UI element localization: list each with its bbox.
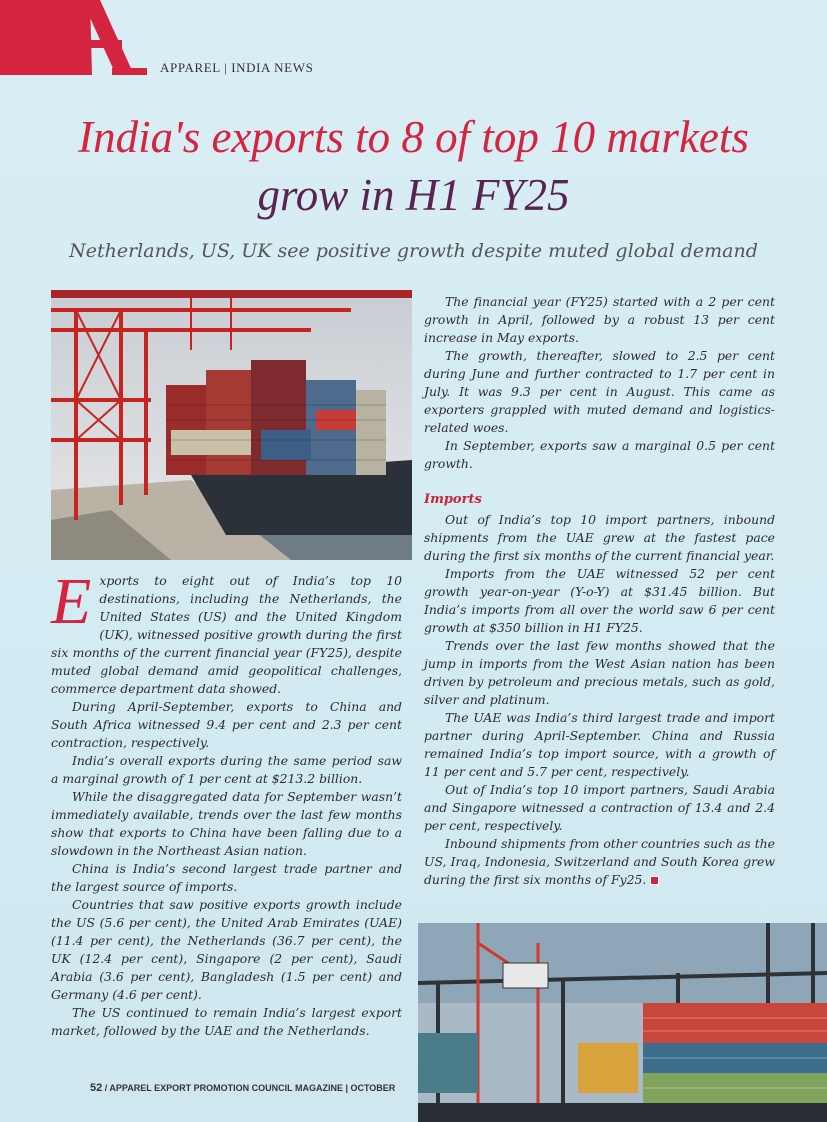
article-title <box>0 108 827 224</box>
paragraph-intro <box>51 565 402 698</box>
paragraph: The growth, thereafter, slowed to 2.5 per cent during June and further contracted to 1.7 per cent in July. It was 9.3 per cent in August. This came as exporters grappled with muted demand and logistics-related woes. <box>424 348 775 435</box>
paragraph: China is India’s second largest trade partner and the largest source of imports. <box>51 861 402 894</box>
paragraph-last <box>424 835 775 889</box>
intro-text: xports to eight out of India’s top 10 destinations, including the Netherlands, the United States (US) and the United Kingdom (UK), witnessed positive growth during the first six months of the current financial year (FY25), despite muted global demand amid geopolitical challenges, commerce department data showed. <box>51 573 402 696</box>
section-label: APPAREL | INDIA NEWS <box>160 60 314 75</box>
port-photo-top <box>51 290 412 560</box>
left-column <box>51 565 402 1040</box>
last-paragraph-text: Inbound shipments from other countries such as the US, Iraq, Indonesia, Switzerland and South Korea grew during the first six months of Fy25. <box>424 836 775 887</box>
title-line-1: India's exports to 8 of top 10 markets <box>78 112 749 162</box>
title-line-2: grow in H1 FY25 <box>257 170 570 220</box>
paragraph: Trends over the last few months showed that the jump in imports from the West Asian nation has been driven by petroleum and precious metals, such as gold, silver and platinum. <box>424 638 775 707</box>
paragraph: Out of India’s top 10 import partners, Saudi Arabia and Singapore witnessed a contraction of 13.4 and 2.4 per cent, respectively. <box>424 782 775 833</box>
paragraph: India’s overall exports during the same period saw a marginal growth of 1 per cent at $213.2 billion. <box>51 753 402 786</box>
page-footer <box>90 1082 395 1094</box>
drop-cap: E <box>51 565 92 638</box>
paragraph: In September, exports saw a marginal 0.5 per cent growth. <box>424 438 775 471</box>
footer-text: / APPAREL EXPORT PROMOTION COUNCIL MAGAZINE | OCTOBER <box>104 1083 396 1093</box>
paragraph: The US continued to remain India’s largest export market, followed by the UAE and the Netherlands. <box>51 1005 402 1038</box>
paragraph: Countries that saw positive exports growth include the US (5.6 per cent), the United Arab Emirates (UAE) (11.4 per cent), the Netherlands (36.7 per cent), the UK (12.4 per cent), Singapore (2 per cent), Saudi Arabia (3.6 per cent), Bangladesh (1.5 per cent) and Germany (4.6 per cent). <box>51 897 402 1002</box>
paragraph: Imports from the UAE witnessed 52 per cent growth year-on-year (Y-o-Y) at $31.45 billion. But India’s imports from all over the world saw 6 per cent growth at $350 billion in H1 FY25. <box>424 566 775 635</box>
paragraph: The UAE was India’s third largest trade and import partner during April-September. China and Russia remained India’s top import source, with a growth of 11 per cent and 5.7 per cent, respectively. <box>424 710 775 779</box>
imports-heading: Imports <box>424 492 482 507</box>
right-column <box>424 293 775 889</box>
paragraph: Out of India’s top 10 import partners, inbound shipments from the UAE grew at the fastest pace during the first six months of the current financial year. <box>424 512 775 563</box>
article-subtitle: Netherlands, US, UK see positive growth despite muted global demand <box>69 240 758 262</box>
square-end-mark-icon <box>650 876 659 885</box>
paragraph: The financial year (FY25) started with a 2 per cent growth in April, followed by a robust 13 per cent increase in May exports. <box>424 294 775 345</box>
paragraph: While the disaggregated data for September wasn’t immediately available, trends over the last few months show that exports to China have been falling due to a slowdown in the Northeast Asian nation. <box>51 789 402 858</box>
port-photo-bottom <box>418 923 827 1122</box>
magazine-logo <box>0 0 147 75</box>
page-number: 52 <box>90 1082 103 1094</box>
paragraph: During April-September, exports to China and South Africa witnessed 9.4 per cent and 2.3 per cent contraction, respectively. <box>51 699 402 750</box>
logo-a-icon <box>0 0 147 75</box>
